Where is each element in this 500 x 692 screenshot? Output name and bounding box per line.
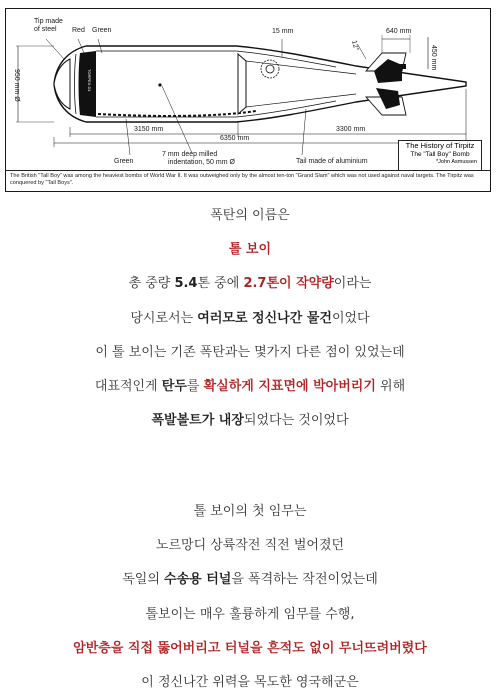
article-line — [0, 409, 500, 428]
label-red: Red — [72, 27, 85, 34]
highlight-text: 확실하게 지표면에 박아버리기 — [203, 379, 376, 394]
line-text: 을 폭격하는 작전이었는데 — [231, 572, 378, 588]
label-green-top: Green — [92, 27, 112, 34]
bomb-diagram — [5, 8, 491, 192]
label-green-bottom: Green — [114, 158, 134, 165]
label-6350mm: 6350 mm — [220, 135, 250, 142]
article-line — [0, 272, 500, 291]
line-text: 이었다 — [331, 310, 370, 326]
line-text: 톨 보이의 첫 임무는 — [193, 504, 307, 519]
label-3300mm: 3300 mm — [336, 126, 366, 133]
svg-text:TORPEX D1: TORPEX D1 — [87, 69, 92, 92]
history-author: *John Asmussen — [436, 159, 477, 165]
line-text: 위해 — [375, 379, 406, 394]
history-title: The History of Tirpitz — [405, 141, 475, 150]
line-text: 톤 중에 — [197, 276, 244, 292]
bold-text: 수송용 터널 — [164, 572, 232, 588]
line-text: 되었다는 것이었다 — [243, 413, 349, 429]
article-line — [0, 603, 500, 622]
article-line — [0, 671, 500, 690]
article-line — [0, 341, 500, 360]
highlight-text: 2.7톤이 작약량 — [243, 276, 334, 292]
line-text: 톨보이는 매우 훌륭하게 임무를 수행, — [145, 606, 355, 622]
highlight-text: 암반층을 직접 뚫어버리고 터널을 흔적도 없이 무너뜨려버렸다 — [73, 640, 427, 656]
history-box — [398, 140, 482, 171]
article-line — [0, 534, 500, 553]
label-450mm: 450 mm — [430, 45, 437, 71]
article-line — [0, 568, 500, 587]
history-subtitle: The "Tall Boy" Bomb — [410, 151, 470, 158]
line-text: 총 중량 — [128, 276, 175, 292]
article-line — [0, 637, 500, 656]
line-text: 독일의 — [122, 572, 165, 588]
highlight-text: 톨 보이 — [228, 242, 272, 258]
line-text: 이라는 — [333, 276, 372, 292]
label-tip: Tip made of steel — [34, 18, 63, 33]
line-text: 대표적인게 — [94, 379, 162, 394]
bold-text: 폭발볼트가 내장 — [151, 413, 244, 429]
line-text: 폭탄의 이름은 — [210, 208, 290, 223]
bold-text: 탄두 — [161, 379, 187, 394]
bold-text: 5.4 — [174, 276, 198, 292]
label-12deg: 12° — [350, 39, 360, 52]
bold-text: 여러모로 정신나간 물건 — [197, 310, 332, 326]
article-line — [0, 375, 500, 394]
article-line — [0, 204, 500, 223]
line-text: 당시로서는 — [130, 310, 198, 326]
line-text: 이 톨 보이는 기존 폭탄과는 몇가지 다른 점이 있었는데 — [95, 344, 405, 360]
label-950mm: 950 mm Ø — [13, 69, 20, 102]
article-line — [0, 238, 500, 257]
diagram-caption: The British "Tall Boy" was among the heaviest bombs of World War II. It was outweighed only by the almost ten-ton "Grand Slam" which was not used against naval targets. The Tirpitz was conquered by "Tall Boys". — [6, 170, 490, 191]
label-tail: Tail made of aluminium — [296, 158, 368, 165]
line-text: 를 — [186, 379, 204, 394]
label-640mm: 640 mm — [386, 28, 412, 35]
label-3150mm: 3150 mm — [134, 126, 164, 133]
line-text: 이 정신나간 위력을 목도한 영국해군은 — [141, 675, 359, 690]
article-line — [0, 307, 500, 326]
line-text: 노르망디 상륙작전 직전 벌어졌던 — [155, 538, 345, 554]
label-15mm: 15 mm — [272, 28, 294, 35]
article-line — [0, 500, 500, 519]
label-indentation: 7 mm deep milled indentation, 50 mm Ø — [162, 151, 235, 166]
